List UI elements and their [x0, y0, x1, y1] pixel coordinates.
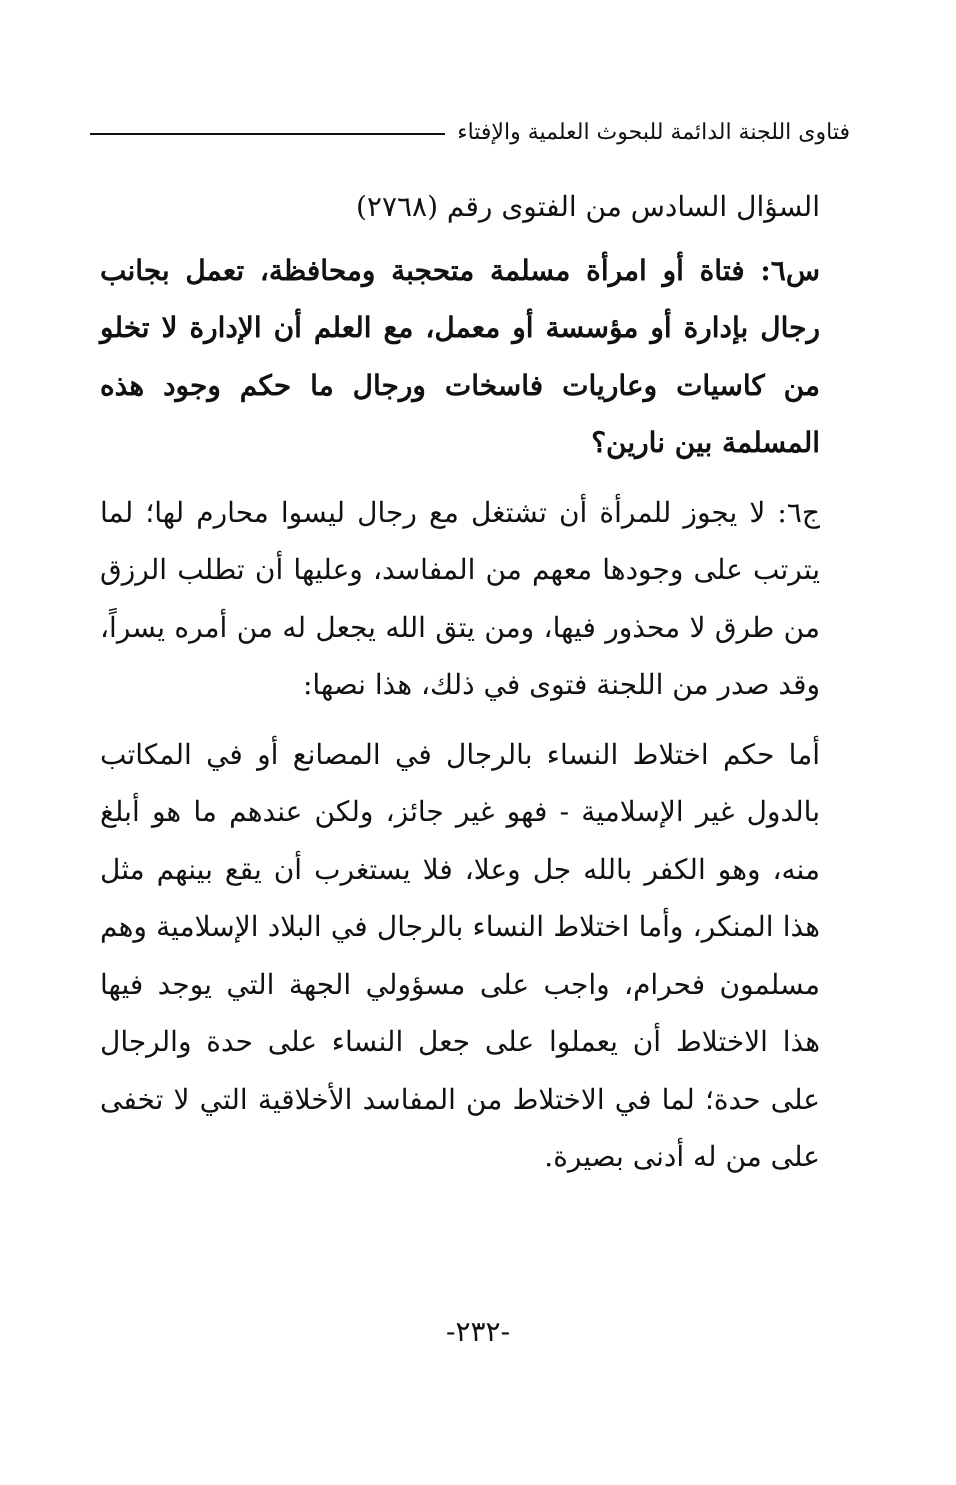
question-text: س٦: فتاة أو امرأة مسلمة متحجبة ومحافظة، تعمل بجانب رجال بإدارة أو مؤسسة أو معمل، مع العلم أن الإدارة لا تخلو من كاسيات وعاريات فاسخات ورجال ما حكم وجود هذه المسلمة بين نارين؟ — [100, 253, 820, 459]
answer-text: ج٦: لا يجوز للمرأة أن تشتغل مع رجال ليسوا محارم لها؛ لما يترتب على وجودها معهم من المفاسد، وعليها أن تطلب الرزق من طرق لا محذور فيها، ومن يتق الله يجعل له من أمره يسراً، وقد صدر من اللجنة فتوى في ذلك، هذا نصها: — [100, 495, 820, 701]
header-title: فتاوى اللجنة الدائمة للبحوث العلمية والإفتاء — [457, 119, 850, 145]
main-content — [100, 178, 820, 1186]
running-header — [90, 112, 850, 152]
question-heading: السؤال السادس من الفتوى رقم (٢٧٦٨) — [355, 190, 820, 223]
header-rule — [90, 133, 445, 135]
quoted-fatwa-text: أما حكم اختلاط النساء بالرجال في المصانع أو في المكاتب بالدول غير الإسلامية - فهو غير جائز، ولكن عندهم ما هو أبلغ منه، وهو الكفر بالله جل وعلا، فلا يستغرب أن يقع بينهم مثل هذا المنكر، وأما اختلاط النساء بالرجال في البلاد الإسلامية وهم مسلمون فحرام، واجب على مسؤولي الجهة التي يوجد فيها هذا الاختلاط أن يعملوا على جعل النساء على حدة والرجال على حدة؛ لما في الاختلاط من المفاسد الأخلاقية التي لا تخفى على من له أدنى بصيرة. — [100, 737, 820, 1173]
page-number: -٢٣٢- — [445, 1315, 511, 1348]
